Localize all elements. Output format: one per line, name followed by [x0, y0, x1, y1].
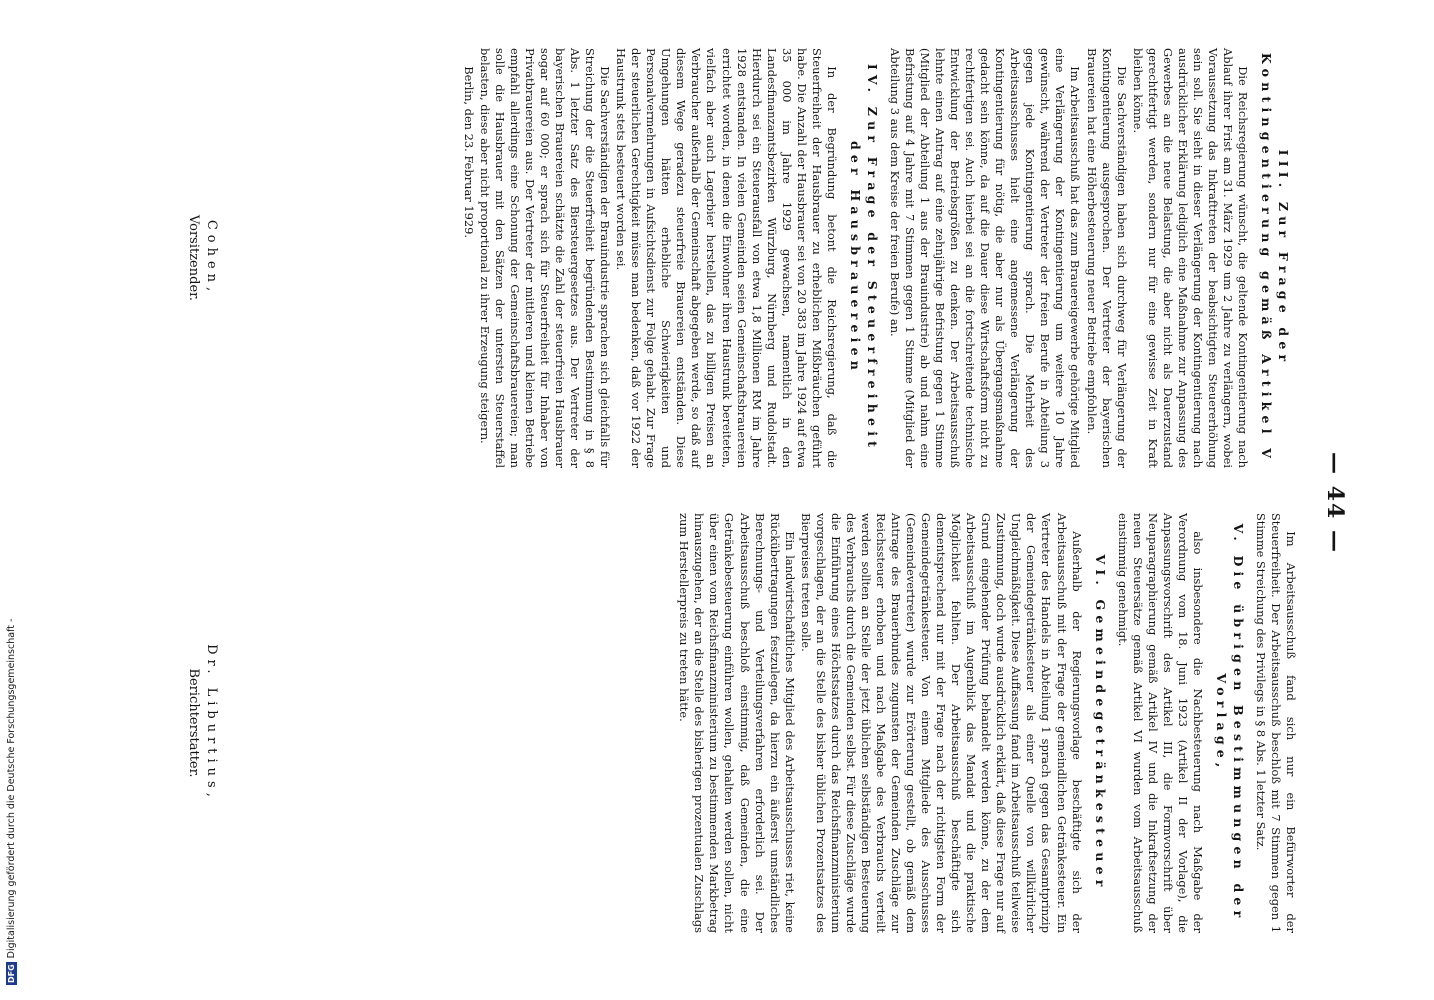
paragraph: Die Reichsregierung wünscht, die geltende Kontingentierung nach Ablauf ihrer Frist am 31. März 1929 um 2 Jahre zu verlängern, wobei Voraussetzung das Inkrafttreten der beabsichtigten Steuererhöhung sein soll. Sie sieht in dieser Verlängerung der Kontingentierung nach ausdrücklicher Erklärung lediglich eine Maßnahme zur Anpassung des Gewerbes an die neue Belastung, die aber nicht als Dauerzustand gerechtfertigt werden, sondern nur für eine gewisse Zeit in Kraft bleiben könne. — [1130, 48, 1250, 468]
paragraph: Außerhalb der Regierungsvorlage beschäftigte sich der Arbeitsausschuß mit der Frage der gemeindlichen Getränkesteuer. Ein Vertreter des Handels in Abteilung 1 sprach gegen das Gesamtprinzip der Gemeindegetränkesteuer als einer Quelle von willkürlicher Ungleichmäßigkeit. Diese Auffassung fand im Arbeitsausschuß teilweise Zustimmung, doch wurde ausdrücklich erklärt, daß diese Frage nur auf Grund eingehender Prüfung behandelt werden könne, zu der dem Arbeitsausschuß im Augenblick das Mandat und die praktische Möglichkeit fehlten. Der Arbeitsausschuß beschäftigte sich dementsprechend nur mit der Frage nach der richtigsten Form der Gemeindegetränkesteuer. Von einem Mitgliede des Ausschusses (Gemeindevertreter) wurde zur Erörterung gestellt, ob gemäß dem Antrage des Brauerbundes zugunsten der Gemeinden Zuschläge zur Reichssteuer erhoben und nach Maßgabe des Verbrauchs verteilt werden sollten an Stelle der jetzt üblichen selbständigen Besteuerung des Verbrauchs durch die Gemeinden selbst. Für diese Zuschläge wurde die Einführung eines Höchstsatzes durch das Reichsfinanzministerium vorgeschlagen, der an die Stelle des bisher üblichen Prozentsatzes des Bierpreises treten solle. — [798, 513, 1084, 933]
signer-name: Cohen, — [204, 219, 219, 297]
place-date: Berlin, den 23. Februar 1929. — [461, 66, 476, 238]
left-column — [460, 48, 1298, 468]
section-heading-other-provisions: V. Die übrigen Bestimmungen der Vorlage, — [1213, 523, 1246, 923]
paragraph: also insbesondere die Nachbesteuerung nach Maßgabe der Verordnung vom 18. Juni 1923 (Artikel II der Vorlage), die Anpassungsvorschrift des Artikel III, die Formvorschrift über Neuparagraphierung gemäß Artikel IV und die Inkraftsetzung der neuen Steuersätze gemäß Artikel VI wurden vom Arbeitsausschuß einstimmig genehmigt. — [1115, 513, 1205, 933]
right-column — [675, 513, 1298, 933]
paragraph: Die Sachverständigen haben sich durchweg für Verlängerung der Kontingentierung ausgesprochen. Der Vertreter der bayerischen Brauereien hat eine Höherbesteuerung neuer Betriebe empfohlen. — [1084, 48, 1129, 468]
digitization-credit-text: Digitalisierung gefördert durch die Deutsche Forschungsgemeinschaft - — [6, 618, 17, 959]
section-heading-beverage-tax: VI. Gemeindegetränkesteuer — [1092, 554, 1108, 892]
signer-name: Dr. Liburtius, — [204, 644, 219, 802]
paragraph: In der Begründung betont die Reichsregierung, daß die Steuerfreiheit der Hausbrauer zu erheblichen Mißbräuchen geführt habe. Die Anzahl der Hausbrauer sei von 20 383 im Jahre 1924 auf etwa 35 000 im Jahre 1929 gewachsen, namentlich in den Landesfinanzamtsbezirken Würzburg, Nürnberg und Rudolstadt. Hierdurch sei ein Steuerausfall von etwa 1,8 Millionen RM im Jahre 1928 entstanden. In vielen Gemeinden seien Gemeinschaftsbrauereien errichtet worden, in denen die Einwohner ihren Haustrunk bereiteten, vielfach aber auch Lagerbier herstellen, das zu billigen Preisen an Verbraucher außerhalb der Gemeinschaft abgegeben werde, so daß auf diesem Wege geradezu steuerfreie Brauereien entständen. Diese Umgehungen hätten erhebliche Schwierigkeiten und Personalvermehrungen in Aufsichtsdienst zur Folge gehabt. Zur Frage der steuerlichen Gerechtigkeit müsse man bedenken, daß vor 1922 der Haustrunk stets besteuert worden sei. — [614, 48, 839, 468]
paragraph: Im Arbeitsausschuß fand sich nur ein Befürworter der Steuerfreiheit. Der Arbeitsausschuß beschloß mit 7 Stimmen gegen 1 Stimme Streichung des Privilegs in § 8 Abs. 1 letzter Satz. — [1253, 513, 1298, 933]
section-heading-home-brewing: IV. Zur Frage der Steuerfreiheit der Hausbrauereien — [847, 63, 880, 453]
signer-role: Berichterstatter. — [186, 668, 201, 778]
dfg-logo-icon: DFG — [7, 964, 16, 983]
paragraph: Ein landwirtschaftliches Mitglied des Arbeitsausschusses riet, keine Rückübertragungen festzulegen, da hierzu ein äußerst umständliches Berechnungs- und Verteilungsverfahren erforderlich sei. Der Arbeitsausschuß beschloß einstimmig, daß Gemeinden, die eine Getränkebesteuerung einführen wollen, gehalten werden sollen, nicht über einen vom Reichsfinanzministerium zu bestimmenden Markbetrag hinauszugehen, der an die Stelle des bisherigen prozentualen Zuschlags zum Herstellerpreis zu treten hätte. — [677, 513, 797, 933]
digitization-credit — [6, 0, 18, 985]
section-heading-contingent: III. Zur Frage der Kontingentierung gemäß Artikel V — [1259, 52, 1291, 464]
paragraph: Im Arbeitsausschuß hat das zum Brauereigewerbe gehörige Mitglied eine Verlängerung der Kontingentierung um weitere 10 Jahre gewünscht, während der Vertreter der freien Berufe in Abteilung 3 gegen jede Kontingentierung sprach. Die Mehrheit des Arbeitsausschusses hielt eine angemessene Verlängerung der Kontingentierung für nötig, die aber nur als Übergangsmaßnahme gedacht sein könne, da auf die Dauer diese Wirtschaftsform nicht zu rechtfertigen sei. Auch hierbei sei an die fortschreitende technische Entwicklung der Betriebsgrößen zu denken. Der Arbeitsausschuß lehnte einen Antrag auf eine zehnjährige Befristung gegen 1 Stimme (Mitglied der Abteilung 1 aus der Brauindustrie) ab und nahm eine Befristung auf 4 Jahre mit 7 Stimmen gegen 1 Stimme (Mitglied der Abteilung 3 aus dem Kreise der freien Berufe) an. — [887, 48, 1083, 468]
signer-role: Vorsitzender. — [186, 214, 201, 302]
page-number: — 44 — — [1322, 452, 1348, 554]
signature-chair — [184, 48, 238, 468]
signature-rapporteur — [184, 513, 238, 933]
paragraph: Die Sachverständigen der Brauindustrie sprachen sich gleichfalls für Streichung der die Steuerfreiheit begründenden Bestimmung in § 8 Abs. 1 letzter Satz des Biersteuergesetzes aus. Der Vertreter der bayerischen Brauereien schätzte die Zahl der steuerfreien Hausbrauer sogar auf 60 000; er sprach sich für Steuerfreiheit für Inhaber von Privatbrauereien aus. Der Vertreter der mittleren und kleinen Betriebe empfahl allerdings eine Schonung der Gemeinschaftsbrauereien; man solle die Hausbrauer mit den Sätzen der untersten Steuerstaffel belasten, diese aber nicht proportional zu ihrer Erzeugung steigern. — [477, 48, 613, 468]
rotated-document-page — [174, 48, 1348, 958]
